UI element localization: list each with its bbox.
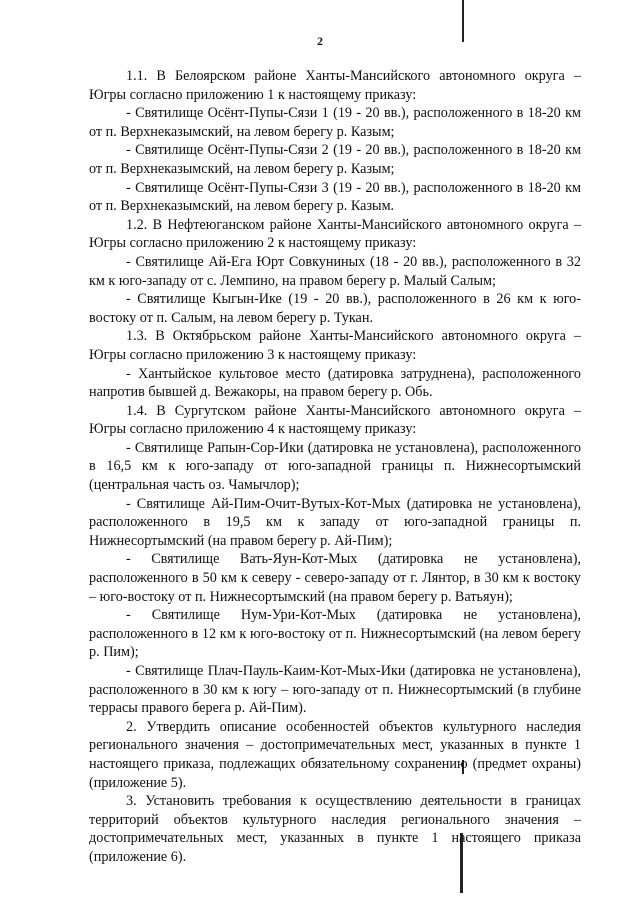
paragraph: - Хантыйское культовое место (датировка затруднена), расположенного напротив бывшей д. Вежакоры, на правом берегу р. Обь. bbox=[89, 365, 581, 401]
paragraph: 1.2. В Нефтеюганском районе Ханты-Мансийского автономного округа – Югры согласно приложению 2 к настоящему приказу: bbox=[89, 216, 581, 252]
paragraph: 2. Утвердить описание особенностей объектов культурного наследия регионального значения – достопримечательных мест, указанных в пункте 1 настоящего приказа, подлежащих обязательному сохранению (предмет охраны) (приложение 5). bbox=[89, 718, 581, 791]
paragraph: - Святилище Ай-Пим-Очит-Вутых-Кот-Мых (датировка не установлена), расположенного в 19,5 км к западу от юго-западной границы п. Нижнесортымский (на правом берегу р. Ай-Пим); bbox=[89, 495, 581, 549]
paragraph: - Святилище Осёнт-Пупы-Сязи 3 (19 - 20 вв.), расположенного в 18-20 км от п. Верхнеказымский, на левом берегу р. Казым. bbox=[89, 179, 581, 215]
paragraph: 1.4. В Сургутском районе Ханты-Мансийского автономного округа – Югры согласно приложению 4 к настоящему приказу: bbox=[89, 402, 581, 438]
paragraph: - Святилище Ай-Ега Юрт Совкуниных (18 - 20 вв.), расположенного в 32 км к юго-западу от с. Лемпино, на правом берегу р. Малый Салым; bbox=[89, 253, 581, 289]
paragraph: - Святилище Рапын-Сор-Ики (датировка не установлена), расположенного в 16,5 км к юго-западу от юго-западной границы п. Нижнесортымский (центральная часть оз. Чамычлор); bbox=[89, 439, 581, 494]
paragraph: - Святилище Осёнт-Пупы-Сязи 1 (19 - 20 вв.), расположенного в 18-20 км от п. Верхнеказымский, на левом берегу р. Казым; bbox=[89, 105, 581, 140]
scan-mark-top bbox=[462, 0, 464, 42]
paragraph: - Святилище Кыгын-Ике (19 - 20 вв.), расположенного в 26 км к юго-востоку от п. Салым, на левом берегу р. Тукан. bbox=[89, 291, 581, 326]
page-number: 2 bbox=[317, 34, 323, 48]
paragraph: - Святилище Вать-Яун-Кот-Мых (датировка не установлена), расположенного в 50 км к северу - северо-западу от г. Лянтор, в 30 км к востоку – юго-востоку от п. Нижнесортымский (на правом берегу р. Ватьяун); bbox=[89, 551, 581, 605]
paragraph: - Святилище Нум-Ури-Кот-Мых (датировка не установлена), расположенного в 12 км к юго-востоку от п. Нижнесортымский (на левом берегу р. Пим); bbox=[89, 607, 581, 661]
paragraph: - Святилище Плач-Пауль-Каим-Кот-Мых-Ики (датировка не установлена), расположенного в 30 км к югу – юго-западу от п. Нижнесортымский (в глубине террасы правого берега р. Ай-Пим). bbox=[89, 663, 581, 717]
paragraph: 3. Установить требования к осуществлению деятельности в границах территорий объектов культурного наследия регионального значения – достопримечательных мест, указанных в пункте 1 настоящего приказа (приложение 6). bbox=[89, 793, 581, 865]
paragraph: - Святилище Осёнт-Пупы-Сязи 2 (19 - 20 вв.), расположенного в 18-20 км от п. Верхнеказымский, на левом берегу р. Казым; bbox=[89, 142, 581, 177]
document-body bbox=[89, 67, 581, 867]
paragraph: 1.3. В Октябрьском районе Ханты-Мансийского автономного округа – Югры согласно приложению 3 к настоящему приказу: bbox=[89, 328, 581, 363]
paragraph: 1.1. В Белоярском районе Ханты-Мансийского автономного округа – Югры согласно приложению 1 к настоящему приказу: bbox=[89, 68, 581, 103]
